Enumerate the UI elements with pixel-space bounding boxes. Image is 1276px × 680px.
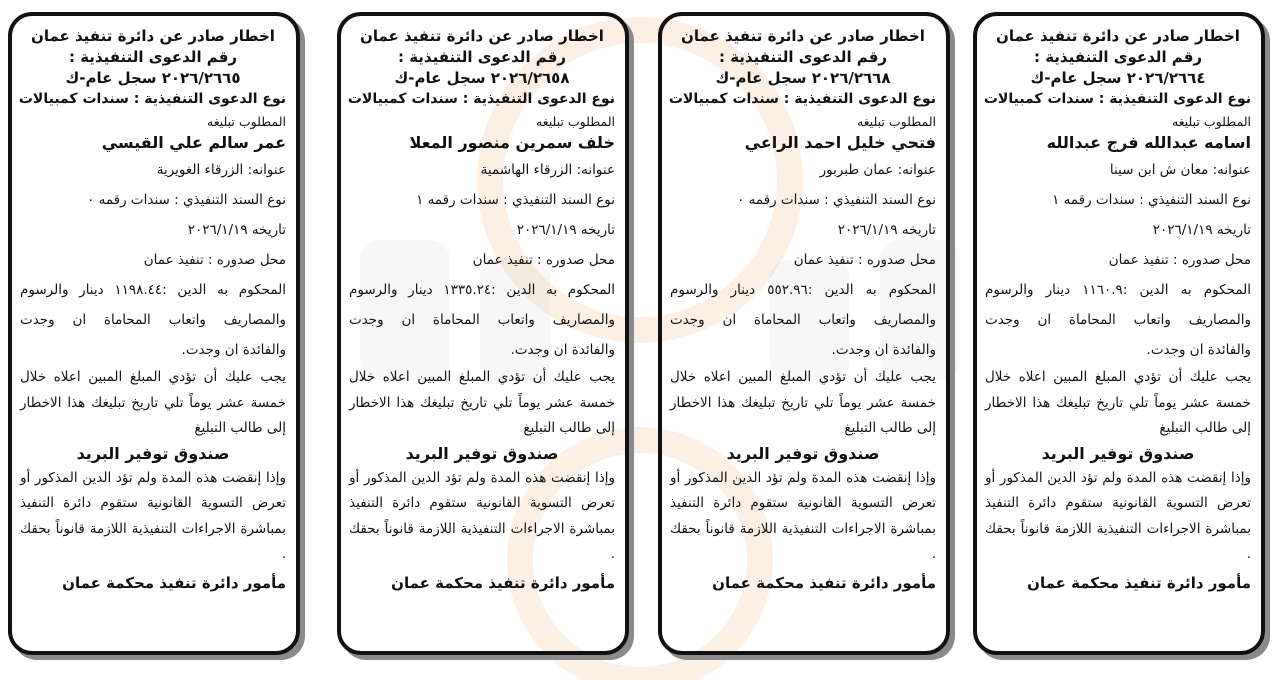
fees-line: والمصاريف واتعاب المحاماة ان وجدت — [985, 312, 1251, 328]
fees-line: والمصاريف واتعاب المحاماة ان وجدت — [349, 312, 615, 328]
case-number: ٢٠٢٦/٢٦٦٨ سجل عام-ك — [715, 69, 891, 87]
payment-instruction: يجب عليك أن تؤدي المبلغ المبين اعلاه خلال خمسة عشر يوماً تلي تاريخ تبليغك هذا الاخطار إلى طالب التبليغ — [670, 369, 936, 436]
document-type: نوع السند التنفيذي : سندات رقمه ٠ — [737, 192, 936, 208]
debtor-name: فتحي خليل احمد الراعي — [744, 133, 936, 152]
notice-card — [337, 12, 629, 655]
address: عنوانه: عمان طبربور — [819, 162, 936, 178]
notice-header: اخطار صادر عن دائرة تنفيذ عمان — [31, 27, 275, 45]
case-number: ٢٠٢٦/٢٦٥٨ سجل عام-ك — [394, 69, 570, 87]
document-date: تاريخه ٢٠٢٦/١/١٩ — [516, 222, 615, 238]
warning-text: وإذا إنقضت هذه المدة ولم تؤد الدين المذكور أو تعرض التسوية القانونية ستقوم دائرة التنفيذ بمباشرة الاجراءات التنفيذية اللازمة قانوناً بحقك . — [20, 469, 286, 562]
payment-instruction: يجب عليك أن تؤدي المبلغ المبين اعلاه خلال خمسة عشر يوماً تلي تاريخ تبليغك هذا الاخطار إلى طالب التبليغ — [985, 369, 1251, 436]
document-date: تاريخه ٢٠٢٦/١/١٩ — [1152, 222, 1251, 238]
case-label: رقم الدعوى التنفيذية : — [397, 48, 567, 66]
interest-line: والفائدة ان وجدت. — [1146, 342, 1251, 358]
debtor-name: خلف سمرين منصور المعلا — [409, 133, 615, 152]
interest-line: والفائدة ان وجدت. — [510, 342, 615, 358]
fees-line: والمصاريف واتعاب المحاماة ان وجدت — [670, 312, 936, 328]
notice-header: اخطار صادر عن دائرة تنفيذ عمان — [681, 27, 925, 45]
signature: مأمور دائرة تنفيذ محكمة عمان — [1027, 573, 1251, 592]
to-notify-label: المطلوب تبليغه — [207, 114, 286, 129]
issued-at: محل صدوره : تنفيذ عمان — [472, 252, 615, 268]
address: عنوانه: الزرقاء الهاشمية — [480, 162, 615, 178]
address: عنوانه: معان ش ابن سينا — [1109, 162, 1251, 178]
case-type: نوع الدعوى التنفيذية : سندات كمبيالات — [18, 91, 286, 107]
debt-amount: المحكوم به الدين :٥٥٢.٩٦ دينار والرسوم — [670, 282, 936, 298]
document-date: تاريخه ٢٠٢٦/١/١٩ — [187, 222, 286, 238]
notice-card — [973, 12, 1265, 655]
debtor-name: عمر سالم علي القيسي — [101, 133, 286, 152]
debt-amount: المحكوم به الدين :١١٦٠.٩ دينار والرسوم — [985, 282, 1251, 298]
interest-line: والفائدة ان وجدت. — [181, 342, 286, 358]
address: عنوانه: الزرقاء الغويرية — [156, 162, 286, 178]
to-notify-label: المطلوب تبليغه — [857, 114, 936, 129]
payment-instruction: يجب عليك أن تؤدي المبلغ المبين اعلاه خلال خمسة عشر يوماً تلي تاريخ تبليغك هذا الاخطار إلى طالب التبليغ — [349, 369, 615, 436]
debtor-name: اسامه عبدالله فرج عبدالله — [1046, 133, 1251, 152]
case-label: رقم الدعوى التنفيذية : — [1033, 48, 1203, 66]
issued-at: محل صدوره : تنفيذ عمان — [793, 252, 936, 268]
to-notify-label: المطلوب تبليغه — [1172, 114, 1251, 129]
warning-text: وإذا إنقضت هذه المدة ولم تؤد الدين المذكور أو تعرض التسوية القانونية ستقوم دائرة التنفيذ بمباشرة الاجراءات التنفيذية اللازمة قانوناً بحقك . — [349, 469, 615, 562]
issued-at: محل صدوره : تنفيذ عمان — [143, 252, 286, 268]
fees-line: والمصاريف واتعاب المحاماة ان وجدت — [20, 312, 286, 328]
po-box-heading: صندوق توفير البريد — [76, 443, 230, 463]
po-box-heading: صندوق توفير البريد — [405, 443, 559, 463]
po-box-heading: صندوق توفير البريد — [726, 443, 880, 463]
signature: مأمور دائرة تنفيذ محكمة عمان — [62, 573, 286, 592]
debt-amount: المحكوم به الدين :١٣٣٥.٢٤ دينار والرسوم — [349, 282, 615, 298]
to-notify-label: المطلوب تبليغه — [536, 114, 615, 129]
case-type: نوع الدعوى التنفيذية : سندات كمبيالات — [668, 91, 936, 107]
document-date: تاريخه ٢٠٢٦/١/١٩ — [837, 222, 936, 238]
warning-text: وإذا إنقضت هذه المدة ولم تؤد الدين المذكور أو تعرض التسوية القانونية ستقوم دائرة التنفيذ بمباشرة الاجراءات التنفيذية اللازمة قانوناً بحقك . — [985, 469, 1251, 562]
case-type: نوع الدعوى التنفيذية : سندات كمبيالات — [983, 91, 1251, 107]
case-label: رقم الدعوى التنفيذية : — [68, 48, 238, 66]
document-type: نوع السند التنفيذي : سندات رقمه ٠ — [87, 192, 286, 208]
document-type: نوع السند التنفيذي : سندات رقمه ١ — [1052, 192, 1251, 208]
payment-instruction: يجب عليك أن تؤدي المبلغ المبين اعلاه خلال خمسة عشر يوماً تلي تاريخ تبليغك هذا الاخطار إلى طالب التبليغ — [20, 369, 286, 436]
case-number: ٢٠٢٦/٢٦٦٥ سجل عام-ك — [65, 69, 241, 87]
signature: مأمور دائرة تنفيذ محكمة عمان — [391, 573, 615, 592]
document-type: نوع السند التنفيذي : سندات رقمه ١ — [416, 192, 615, 208]
notice-header: اخطار صادر عن دائرة تنفيذ عمان — [996, 27, 1240, 45]
issued-at: محل صدوره : تنفيذ عمان — [1108, 252, 1251, 268]
warning-text: وإذا إنقضت هذه المدة ولم تؤد الدين المذكور أو تعرض التسوية القانونية ستقوم دائرة التنفيذ بمباشرة الاجراءات التنفيذية اللازمة قانوناً بحقك . — [670, 469, 936, 562]
case-label: رقم الدعوى التنفيذية : — [718, 48, 888, 66]
notice-card — [8, 12, 300, 655]
interest-line: والفائدة ان وجدت. — [831, 342, 936, 358]
notice-header: اخطار صادر عن دائرة تنفيذ عمان — [360, 27, 604, 45]
case-number: ٢٠٢٦/٢٦٦٤ سجل عام-ك — [1030, 69, 1206, 87]
notice-card — [658, 12, 950, 655]
po-box-heading: صندوق توفير البريد — [1041, 443, 1195, 463]
case-type: نوع الدعوى التنفيذية : سندات كمبيالات — [347, 91, 615, 107]
signature: مأمور دائرة تنفيذ محكمة عمان — [712, 573, 936, 592]
debt-amount: المحكوم به الدين :١١٩٨.٤٤ دينار والرسوم — [20, 282, 286, 298]
